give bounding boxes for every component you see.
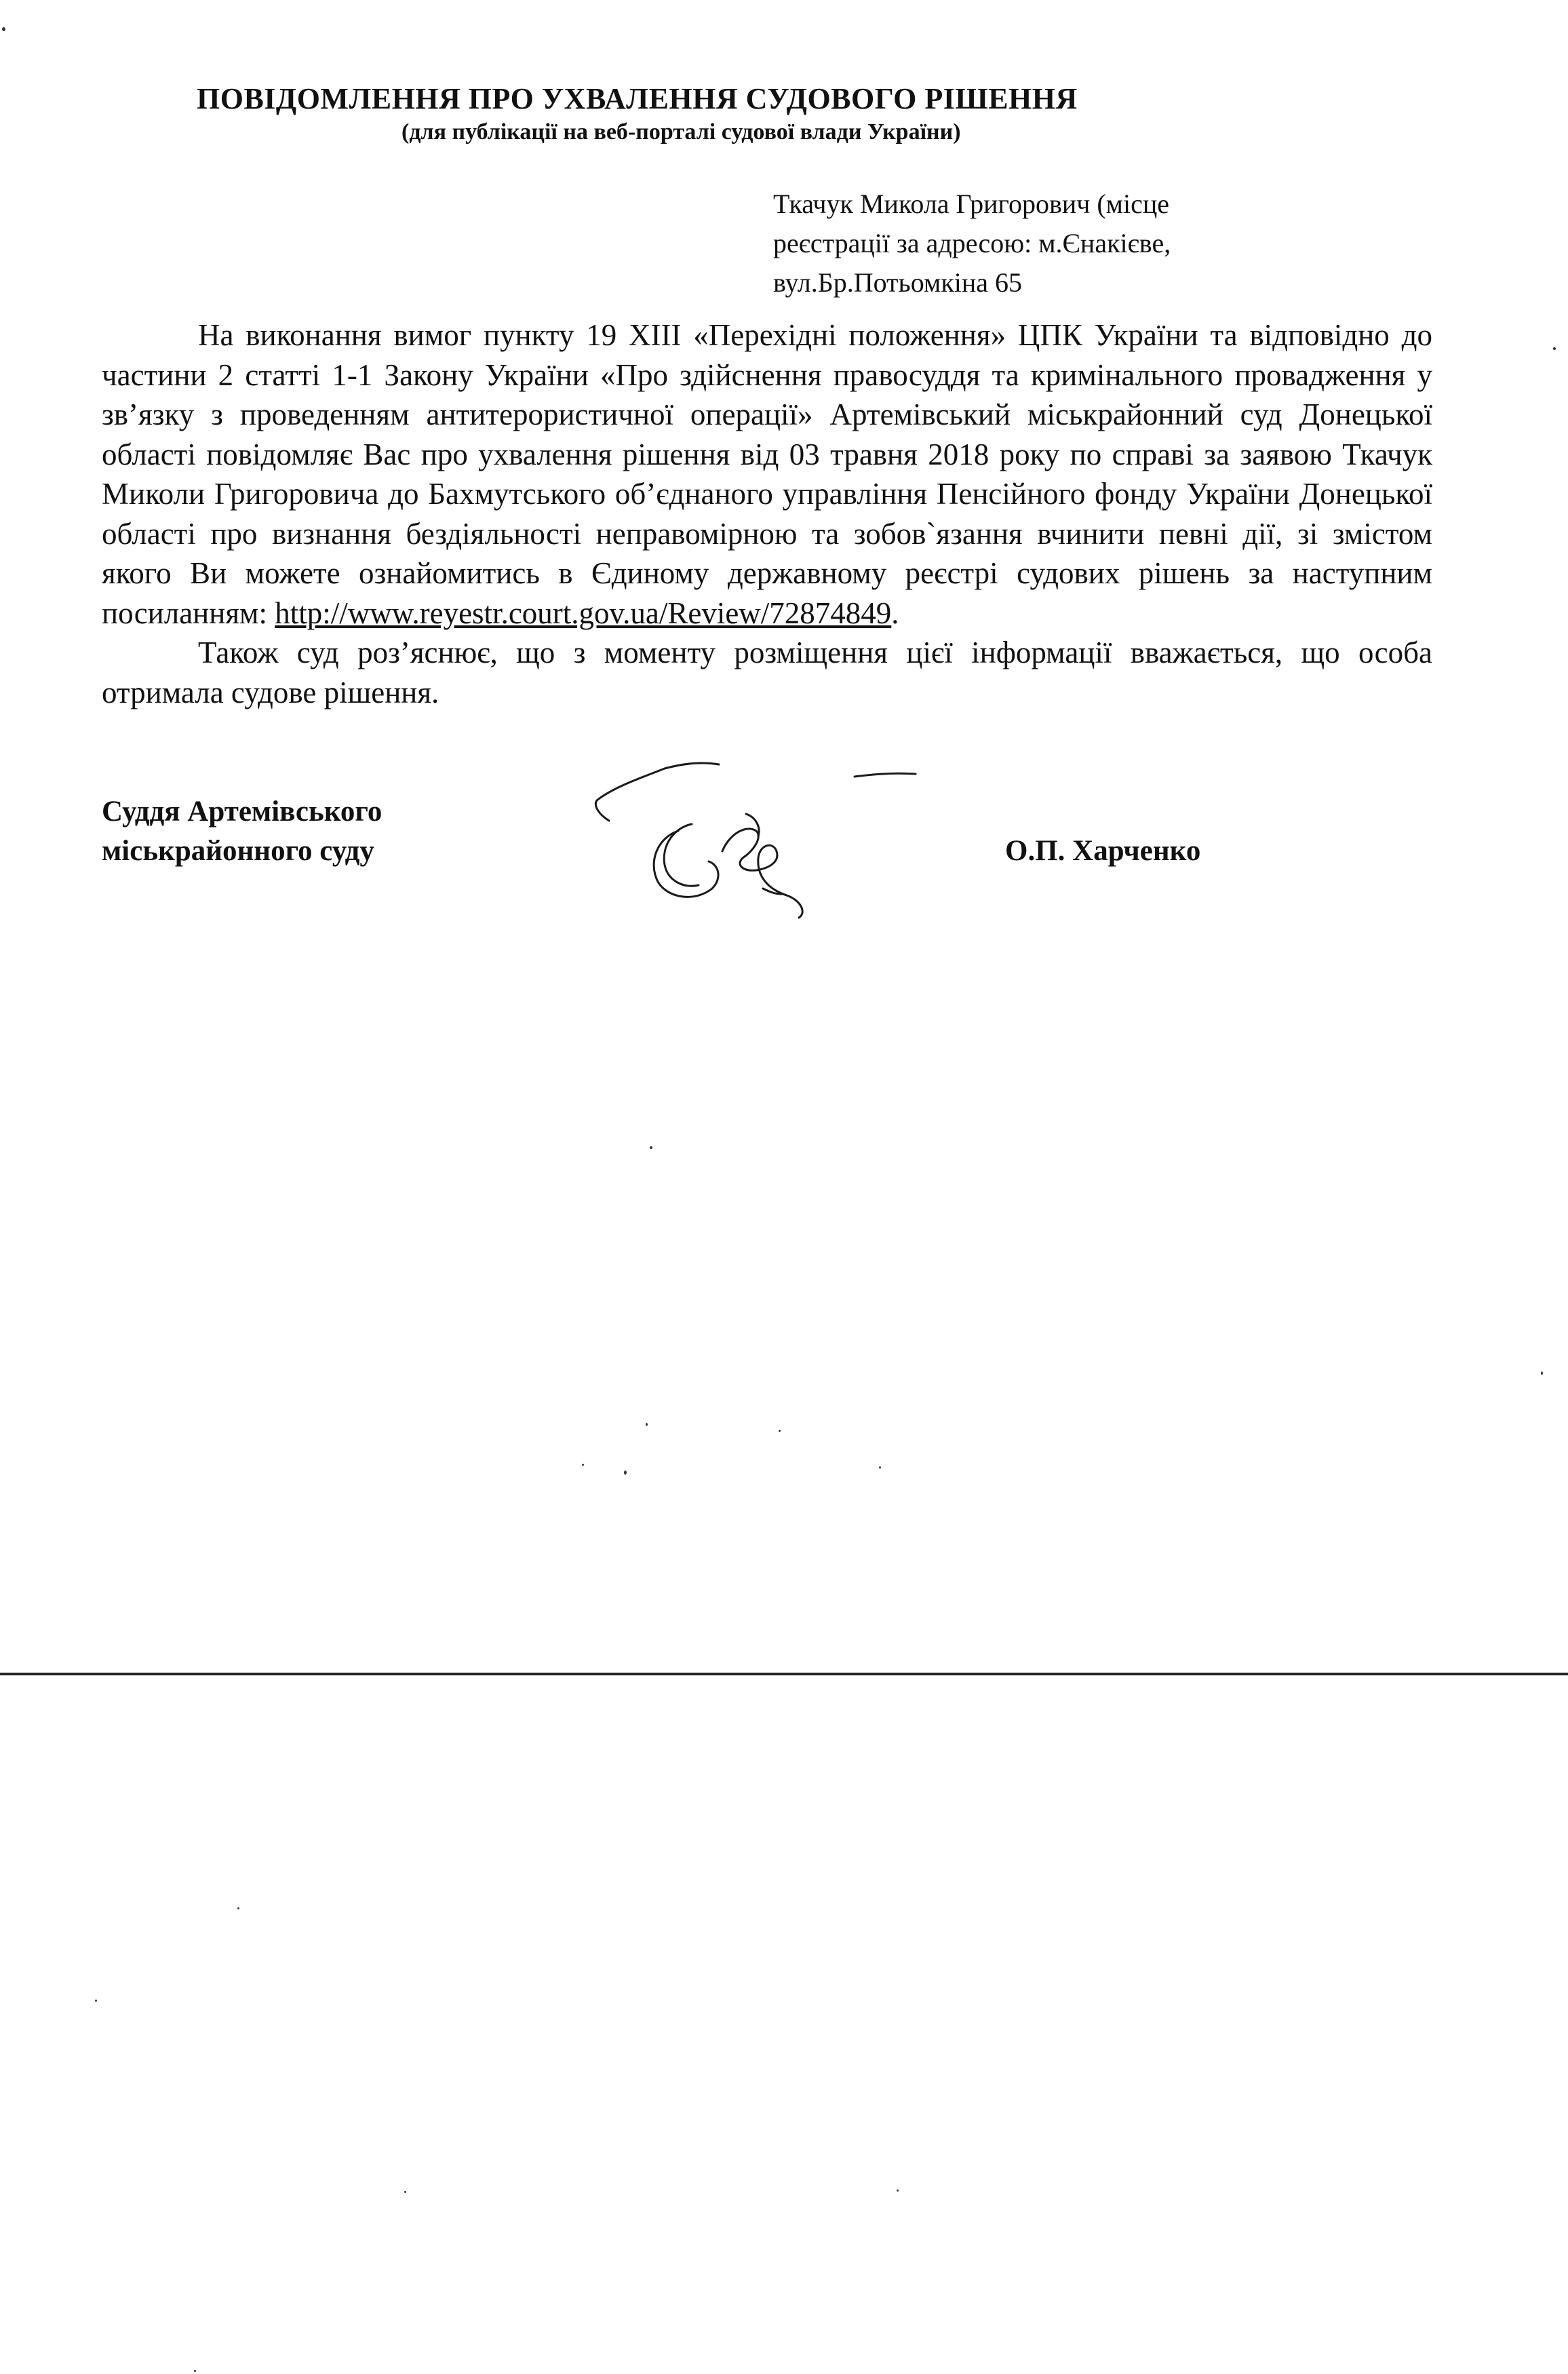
judge-name: О.П. Харченко: [1005, 835, 1201, 867]
scan-speck: [237, 1907, 239, 1909]
scan-border-line: [0, 1673, 1568, 1675]
judge-position-line-2: міськрайонного суду: [102, 835, 374, 867]
scan-speck: [582, 1464, 584, 1466]
addressee-line-1: Ткачук Микола Григорович (місце: [773, 189, 1170, 219]
scan-speck: [650, 1146, 652, 1149]
addressee-line-2: реєстрації за адресою: м.Єнакієве,: [773, 228, 1171, 258]
scan-speck: [95, 2000, 97, 2002]
scan-speck: [779, 1430, 781, 1432]
paragraph-1-text: На виконання вимог пункту 19 ХІІІ «Перехідні положення» ЦПК України та відповідно до частини 2 статті 1-1 Закону України «Про здійснення правосуддя та кримінального провадження у зв’язку з проведенням антитерористичної операції» Артемівський міськрайонний суд Донецької області повідомляє Вас про ухвалення рішення від 03 травня 2018 року по справі за заявою Ткачук Миколи Григоровича до Бахмутського об’єднаного управління Пенсійного фонду України Донецької області про визнання бездіяльності неправомірною та зобов`язання вчинити певні дії, зі змістом якого Ви можете ознайомитись в Єдиному державному реєстрі судових рішень за наступним посиланням:: [102, 318, 1432, 630]
addressee-line-3: вул.Бр.Потьомкіна 65: [773, 267, 1023, 298]
scan-speck: [897, 2190, 899, 2192]
scan-speck: [1553, 347, 1556, 350]
notice-paragraph-1: [102, 315, 1432, 633]
document-subtitle: (для публікації на веб-порталі судової влади України): [401, 119, 961, 144]
document-title: ПОВІДОМЛЕННЯ ПРО УХВАЛЕННЯ СУДОВОГО РІШЕННЯ: [197, 82, 1078, 115]
registry-link[interactable]: http://www.reyestr.court.gov.ua/Review/72874849: [275, 596, 892, 630]
notice-paragraph-2: Також суд роз’яснює, що з моменту розміщення цієї інформації вважається, що особа отримала судове рішення.: [102, 636, 1432, 709]
handwritten-signature: [583, 750, 936, 919]
judge-position: [102, 792, 382, 871]
scan-speck: [646, 1423, 648, 1426]
scan-speck: [1541, 1371, 1543, 1375]
paragraph-1-end: .: [891, 596, 899, 630]
judge-position-line-1: Суддя Артемівського: [102, 796, 383, 828]
scan-speck: [2, 27, 5, 31]
scan-speck: [404, 2191, 406, 2193]
addressee-block: [773, 184, 1171, 303]
notice-body: [102, 315, 1432, 712]
scan-speck: [879, 1466, 881, 1468]
scan-speck: [624, 1471, 627, 1475]
scan-speck: [194, 2370, 196, 2372]
